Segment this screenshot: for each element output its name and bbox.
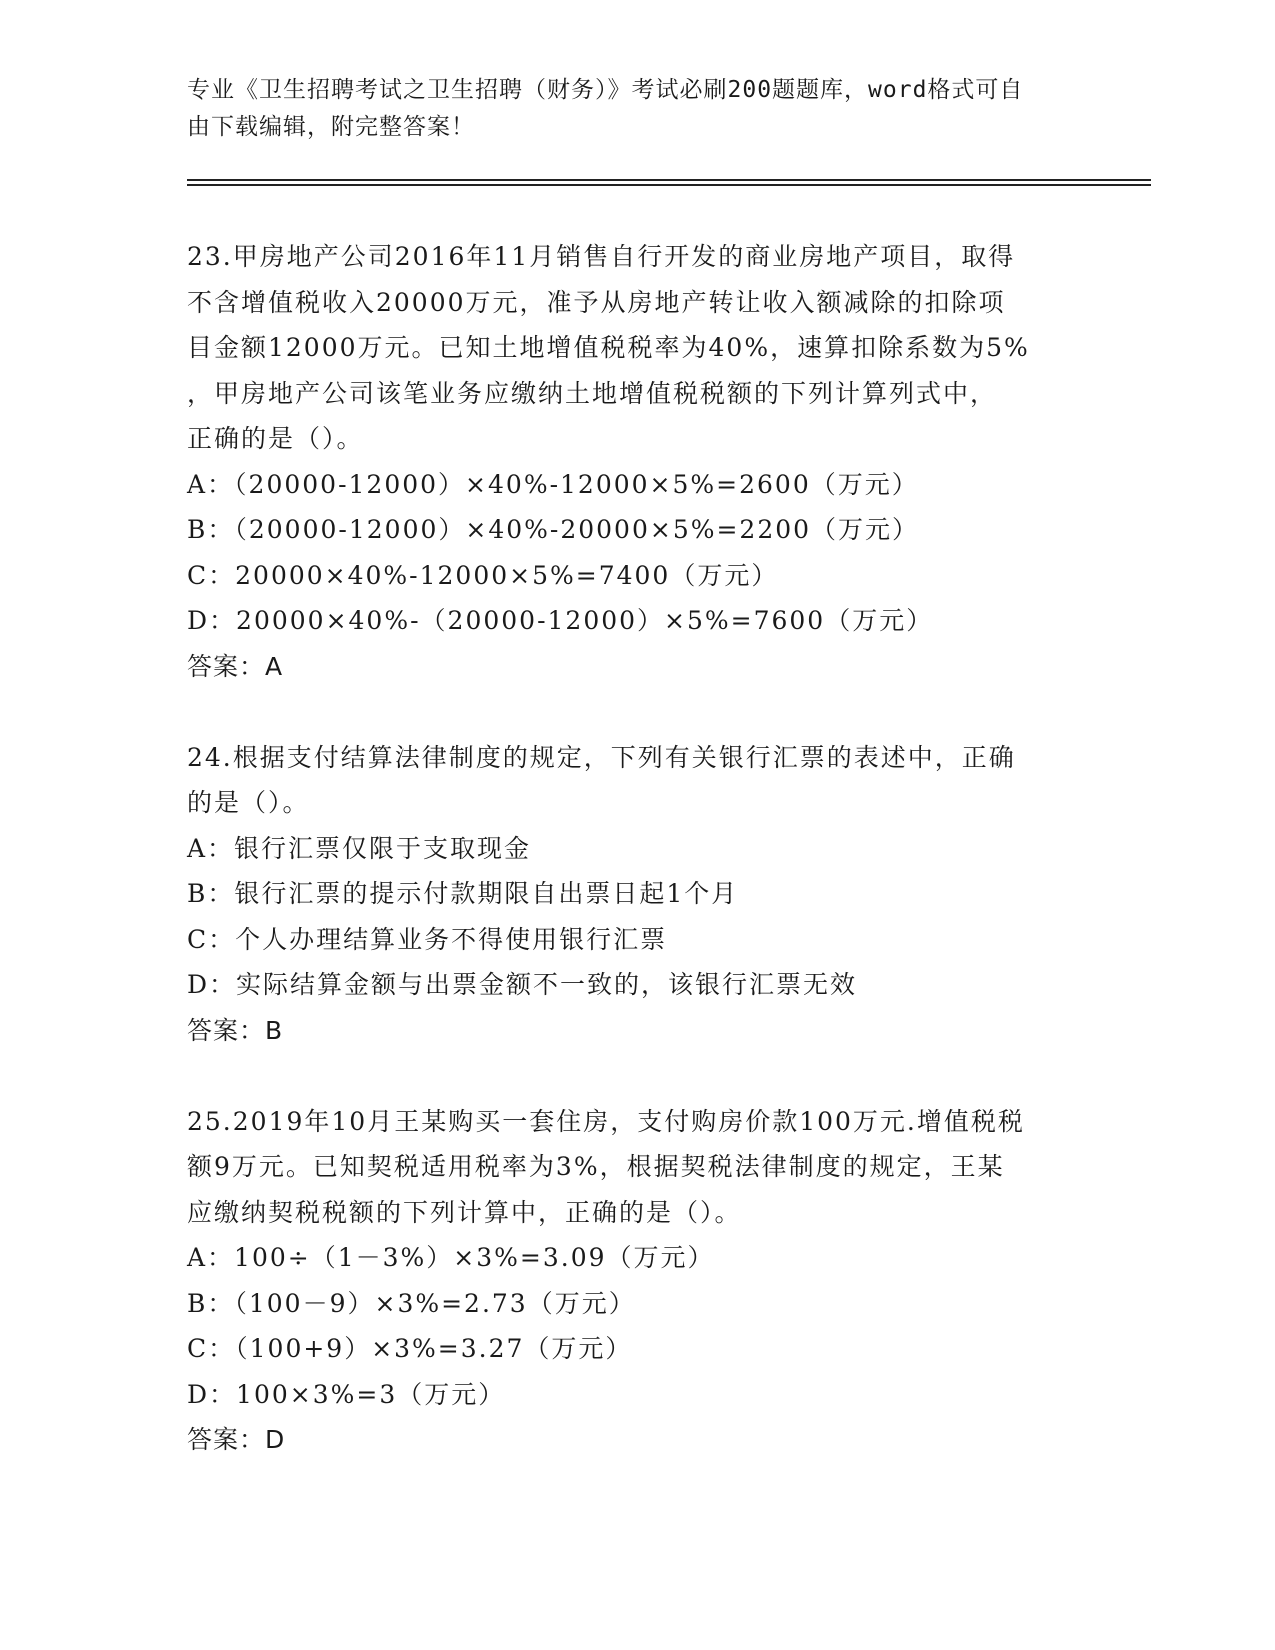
header-divider-top xyxy=(187,179,1151,181)
option-d: D：20000×40%-（20000-12000）×5%=7600（万元） xyxy=(187,606,934,635)
question-spacer xyxy=(187,689,1087,735)
question-25 xyxy=(187,1099,1087,1463)
option-a: A：银行汇票仅限于支取现金 xyxy=(187,833,532,863)
option-b: B：银行汇票的提示付款期限自出票日起1个月 xyxy=(187,879,739,908)
option-c: C：20000×40%-12000×5%=7400（万元） xyxy=(187,560,779,590)
question-stem-line: ，甲房地产公司该笔业务应缴纳土地增值税税额的下列计算列式中， xyxy=(187,378,998,408)
document-header xyxy=(187,72,1067,146)
question-stem-line: 应缴纳契税税额的下列计算中，正确的是（）。 xyxy=(187,1197,742,1227)
option-d: D：100×3%=3（万元） xyxy=(187,1379,506,1409)
option-c: C：个人办理结算业务不得使用银行汇票 xyxy=(187,924,668,954)
question-stem-line: 目金额12000万元。已知土地增值税税率为40%，速算扣除系数为5% xyxy=(187,333,1030,362)
header-line-2: 由下载编辑，附完整答案！ xyxy=(187,114,475,140)
question-stem-line: 正确的是（）。 xyxy=(187,424,364,453)
question-24 xyxy=(187,735,1087,1054)
question-list xyxy=(187,234,1087,1463)
question-spacer xyxy=(187,1053,1087,1099)
answer-text: 答案：D xyxy=(187,1425,286,1454)
question-stem-line: 24.根据支付结算法律制度的规定，下列有关银行汇票的表述中，正确 xyxy=(187,742,1016,772)
option-b: B：（100－9）×3%=2.73（万元） xyxy=(187,1288,636,1318)
answer-text: 答案：B xyxy=(187,1015,284,1045)
header-divider-bottom xyxy=(187,184,1151,186)
answer-text: 答案：A xyxy=(187,651,284,681)
option-b: B：（20000-12000）×40%-20000×5%=2200（万元） xyxy=(187,515,920,544)
header-line-1: 专业《卫生招聘考试之卫生招聘（财务）》考试必刷200题题库，word格式可自 xyxy=(187,77,1024,103)
question-stem-line: 不含增值税收入20000万元，准予从房地产转让收入额减除的扣除项 xyxy=(187,287,1006,317)
option-a: A：（20000-12000）×40%-12000×5%=2600（万元） xyxy=(187,469,919,499)
option-d: D：实际结算金额与出票金额不一致的，该银行汇票无效 xyxy=(187,970,858,999)
option-c: C：（100+9）×3%=3.27（万元） xyxy=(187,1334,633,1363)
question-stem-line: 额9万元。已知契税适用税率为3%，根据契税法律制度的规定，王某 xyxy=(187,1152,1005,1181)
option-a: A：100÷（1－3%）×3%=3.09（万元） xyxy=(187,1243,715,1272)
question-stem-line: 的是（）。 xyxy=(187,788,310,817)
question-23 xyxy=(187,234,1087,689)
question-stem-line: 23.甲房地产公司2016年11月销售自行开发的商业房地产项目，取得 xyxy=(187,242,1016,271)
question-stem-line: 25.2019年10月王某购买一套住房，支付购房价款100万元.增值税税 xyxy=(187,1106,1025,1136)
